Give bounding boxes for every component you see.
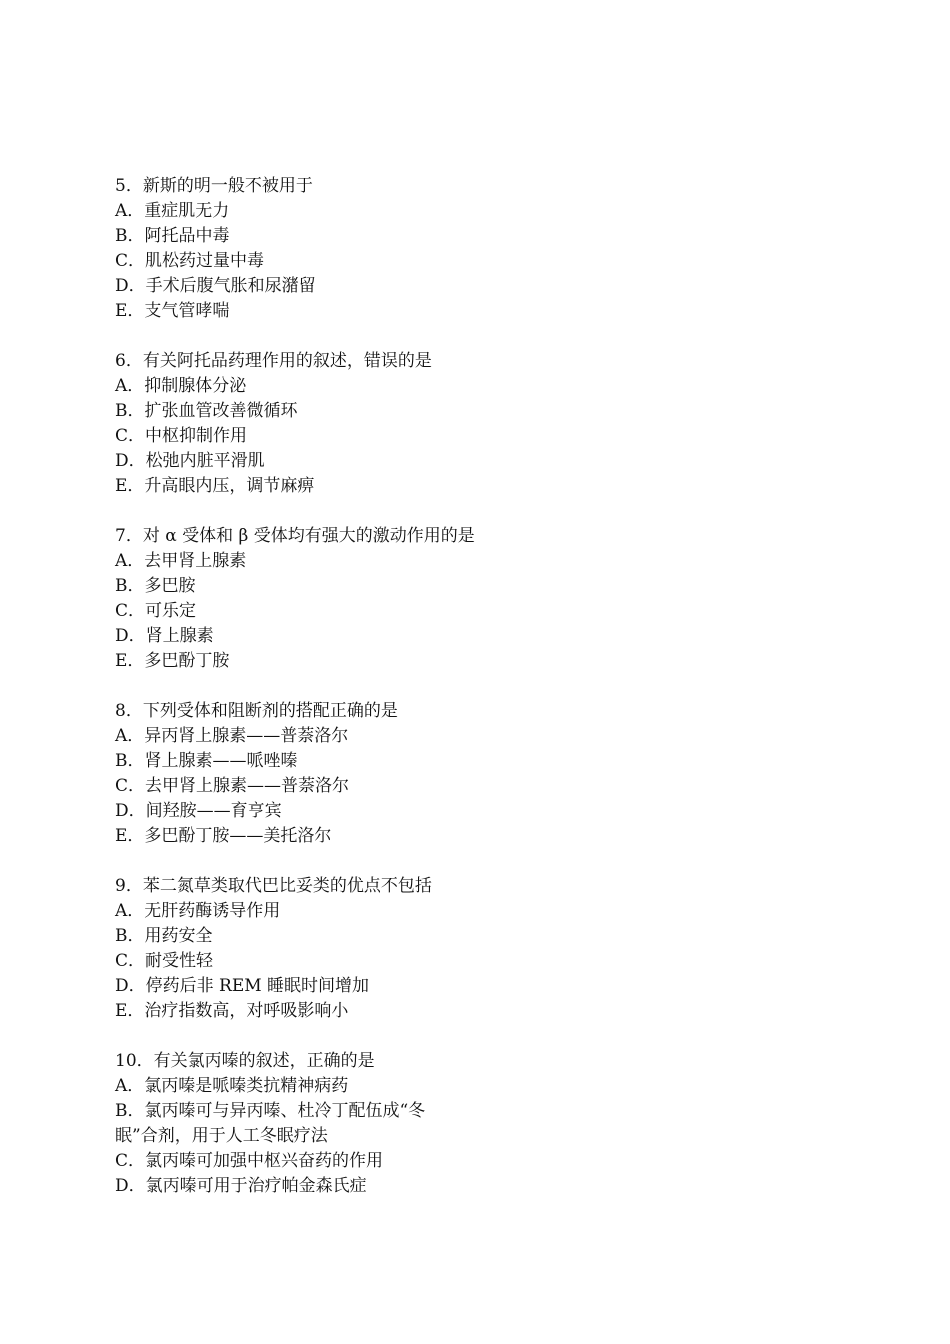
option-e: E．升高眼内压，调节麻痹 — [115, 476, 315, 496]
option-b: B．肾上腺素——哌唑嗪 — [115, 751, 298, 771]
question-stem: 6．有关阿托品药理作用的叙述，错误的是 — [115, 351, 432, 371]
option-a: A．异丙肾上腺素——普萘洛尔 — [115, 726, 349, 746]
option-b: B．用药安全 — [115, 926, 213, 946]
option-a: A．去甲肾上腺素 — [115, 551, 247, 571]
option-e: E．多巴酚丁胺 — [115, 651, 230, 671]
option-d: D．间羟胺——育亨宾 — [115, 801, 282, 821]
option-b: B．扩张血管改善微循环 — [115, 401, 298, 421]
option-c: C．氯丙嗪可加强中枢兴奋药的作用 — [115, 1151, 384, 1171]
option-e: E．多巴酚丁胺——美托洛尔 — [115, 826, 332, 846]
question-9 — [115, 874, 515, 1024]
option-c: C．中枢抑制作用 — [115, 426, 248, 446]
option-b: B．多巴胺 — [115, 576, 196, 596]
question-5 — [115, 174, 515, 324]
option-d: D．停药后非 REM 睡眠时间增加 — [115, 976, 370, 996]
option-d: D．肾上腺素 — [115, 626, 214, 646]
option-c: C．可乐定 — [115, 601, 197, 621]
option-a: A．抑制腺体分泌 — [115, 376, 247, 396]
option-b: B．氯丙嗪可与异丙嗪、杜冷丁配伍成“冬 — [115, 1101, 426, 1121]
option-d: D．氯丙嗪可用于治疗帕金森氏症 — [115, 1176, 367, 1196]
question-8 — [115, 699, 515, 849]
option-e: E．支气管哮喘 — [115, 301, 230, 321]
option-c: C．耐受性轻 — [115, 951, 214, 971]
question-list — [115, 174, 515, 1224]
question-7 — [115, 524, 515, 674]
option-a: A．无肝药酶诱导作用 — [115, 901, 281, 921]
option-a: A．氯丙嗪是哌嗪类抗精神病药 — [115, 1076, 349, 1096]
question-stem: 8．下列受体和阻断剂的搭配正确的是 — [115, 701, 398, 721]
option-b: B．阿托品中毒 — [115, 226, 230, 246]
question-stem: 7．对 α 受体和 β 受体均有强大的激动作用的是 — [115, 526, 475, 546]
option-a: A．重症肌无力 — [115, 201, 230, 221]
question-6 — [115, 349, 515, 499]
option-e: E．治疗指数高，对呼吸影响小 — [115, 1001, 349, 1021]
option-c: C．肌松药过量中毒 — [115, 251, 265, 271]
question-stem: 10．有关氯丙嗪的叙述，正确的是 — [115, 1051, 375, 1071]
option-d: D．手术后腹气胀和尿潴留 — [115, 276, 316, 296]
question-stem: 9．苯二氮草类取代巴比妥类的优点不包括 — [115, 876, 432, 896]
question-10 — [115, 1049, 515, 1199]
option-d: D．松弛内脏平滑肌 — [115, 451, 265, 471]
option-c: C．去甲肾上腺素——普萘洛尔 — [115, 776, 350, 796]
question-stem: 5．新斯的明一般不被用于 — [115, 176, 313, 196]
option-b-continued: 眠”合剂，用于人工冬眠疗法 — [115, 1126, 328, 1146]
